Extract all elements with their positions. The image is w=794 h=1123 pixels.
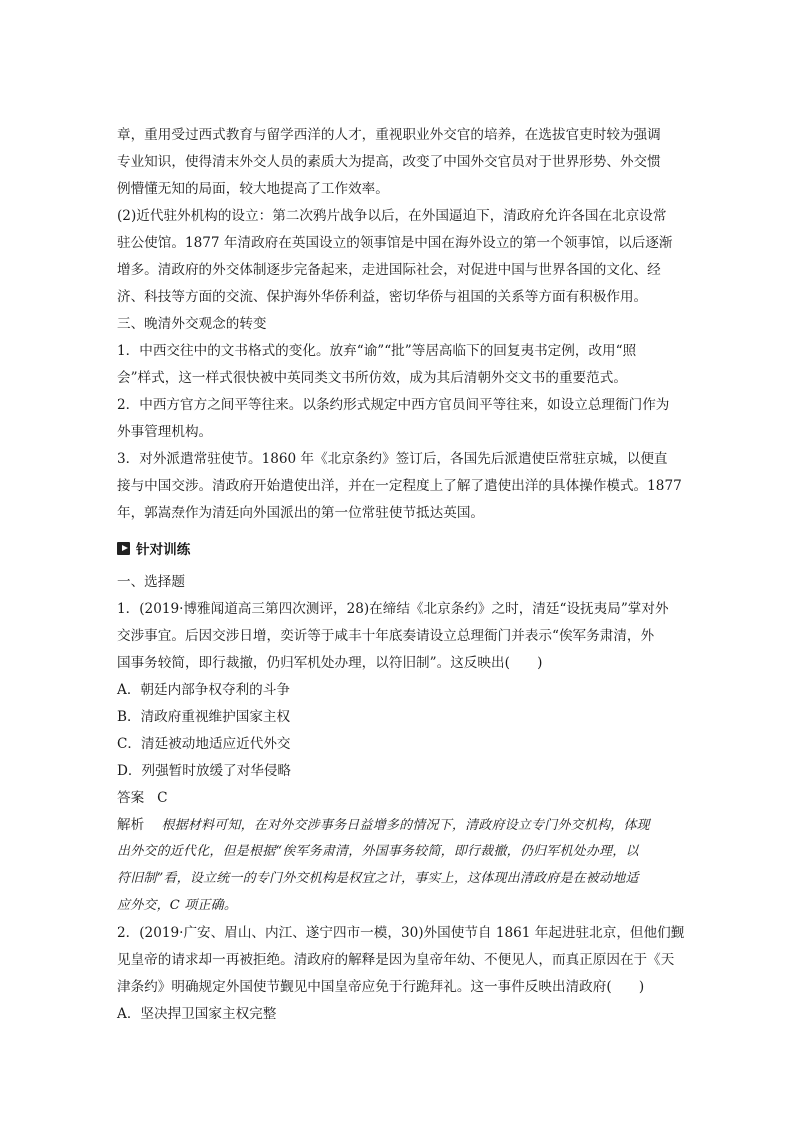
question-line: 国事务较简，即行裁撤，仍归军机处办理，以符旧制”。这反映出( ) [117,655,543,671]
option-c: C．清廷被动地适应近代外交 [117,736,291,752]
paragraph-line: (2)近代驻外机构的设立：第二次鸦片战争以后，在外国逼迫下，清政府允许各国在北京设常 [117,208,667,224]
question-line: 2．(2019·广安、眉山、内江、遂宁四市一模，30)外国使节自 1861 年起进驻北京，但他们觐 [117,925,685,941]
paragraph-line: 会”样式，这一样式很快被中英同类文书所仿效，成为其后清朝外交文书的重要范式。 [117,370,627,386]
paragraph-line: 年，郭嵩焘作为清廷向外国派出的第一位常驻使节抵达英国。 [117,505,485,521]
paragraph-line: 例懵懂无知的局面，较大地提高了工作效率。 [117,181,389,197]
training-section-header [117,538,190,558]
question-line: 交涉事宜。后因交涉日增，奕䜣等于咸丰十年底奏请设立总理衙门并表示“俟军务肃清，外 [117,628,655,644]
explanation-text: 符旧制”看，设立统一的专门外交机构是权宜之计，事实上，这体现出清政府是在被动地适 [117,871,639,886]
answer-label: 答案 [117,790,145,806]
subheading: 一、选择题 [117,574,185,590]
paragraph-line: 接与中国交涉。清政府开始遣使出洋，并在一定程度上了解了遣使出洋的具体操作模式。1877 [117,478,682,494]
paragraph-line: 驻公使馆。1877 年清政府在英国设立的领事馆是中国在海外设立的第一个领事馆，以后逐渐 [117,235,673,251]
option-a: A．坚决捍卫国家主权完整 [117,1006,277,1022]
option-b: B．清政府重视维护国家主权 [117,709,291,725]
answer-line [117,789,168,807]
paragraph-line: 3．对外派遣常驻使节。1860 年《北京条约》签订后，各国先后派遣使臣常驻京城，以便直 [117,451,668,467]
question-line: 1．(2019·博雅闻道高三第四次测评，28)在缔结《北京条约》之时，清廷“设抚夷局”掌对外 [117,601,669,617]
paragraph-line: 增多。清政府的外交体制逐步完备起来，走进国际社会，对促进中国与世界各国的文化、经 [117,262,661,278]
explanation-label: 解析 [117,817,145,833]
option-a: A．朝廷内部争权夺利的斗争 [117,682,290,698]
answer-value: C [157,790,168,806]
section-heading: 三、晚清外交观念的转变 [117,316,267,332]
explanation-text: 应外交，C 项正确。 [117,898,238,913]
play-icon [117,542,130,555]
question-line: 津条约》明确规定外国使节觐见中国皇帝应免于行跪拜礼。这一事件反映出清政府( ) [117,979,645,995]
paragraph-line: 外事管理机构。 [117,424,213,440]
paragraph-line: 2．中西方官方之间平等往来。以条约形式规定中西方官员间平等往来，如设立总理衙门作为 [117,397,670,413]
explanation-text: 出外交的近代化，但是根据“俟军务肃清，外国事务较简，即行裁撤，仍归军机处办理，以 [117,844,639,859]
paragraph-line: 章，重用受过西式教育与留学西洋的人才，重视职业外交官的培养，在选拔官吏时较为强调 [117,127,661,143]
paragraph-line: 1．中西交往中的文书格式的变化。放弃“谕”“批”等居高临下的回复夷书定例，改用“照 [117,343,637,359]
paragraph-line: 专业知识，使得清末外交人员的素质大为提高，改变了中国外交官员对于世界形势、外交惯 [117,154,661,170]
training-title: 针对训练 [136,542,191,558]
explanation-text: 根据材料可知，在对外交涉事务日益增多的情况下，清政府设立专门外交机构，体现 [161,818,650,833]
paragraph-line: 济、科技等方面的交流、保护海外华侨利益，密切华侨与祖国的关系等方面有积极作用。 [117,289,648,305]
question-line: 见皇帝的请求却一再被拒绝。清政府的解释是因为皇帝年幼、不便见人，而真正原因在于《天 [117,952,675,968]
option-d: D．列强暂时放缓了对华侵略 [117,763,292,779]
explanation-line [117,816,650,835]
